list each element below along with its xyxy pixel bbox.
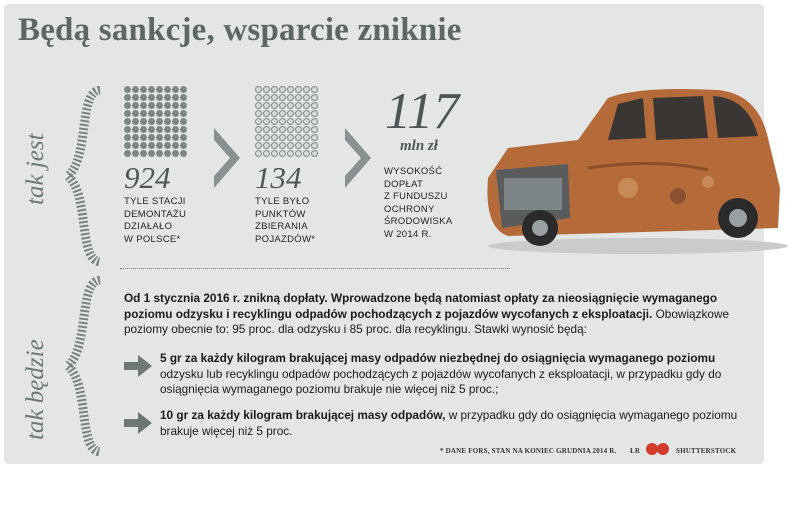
dot-mark: [311, 118, 318, 125]
dot-mark: [140, 126, 147, 133]
dot-mark: [263, 134, 270, 141]
arrow-right-icon: [124, 412, 152, 434]
dot-mark: [148, 110, 155, 117]
dot-mark: [124, 102, 131, 109]
dot-mark: [180, 126, 187, 133]
dot-mark: [303, 110, 310, 117]
dot-mark: [311, 94, 318, 101]
funding-unit: mln zł: [400, 138, 438, 154]
dot-mark: [271, 118, 278, 125]
dot-mark: [156, 126, 163, 133]
dot-mark: [263, 94, 270, 101]
dot-mark: [255, 150, 262, 157]
dot-mark: [124, 142, 131, 149]
dot-mark: [148, 134, 155, 141]
dot-mark: [140, 150, 147, 157]
intro-text: Obowiązkowe poziomy obecnie to: 95 proc. dla odzysku i 85 proc. dla recyklingu. Stawki wynosić będą:: [124, 306, 730, 336]
dot-mark: [303, 126, 310, 133]
dot-mark: [140, 86, 147, 93]
dot-mark: [311, 134, 318, 141]
chevron-right-icon: [343, 128, 373, 188]
brace-now-icon: [60, 86, 104, 266]
dot-mark: [180, 102, 187, 109]
dot-mark: [132, 86, 139, 93]
dot-mark: [164, 102, 171, 109]
funding-caption: WYSOKOŚĆ DOPŁAT Z FUNDUSZU OCHRONY ŚRODOWISKA W 2014 R.: [384, 166, 453, 240]
dot-mark: [295, 86, 302, 93]
dot-mark: [124, 118, 131, 125]
dot-mark: [279, 118, 286, 125]
dot-mark: [132, 118, 139, 125]
dot-mark: [140, 94, 147, 101]
dot-mark: [180, 150, 187, 157]
dot-mark: [140, 110, 147, 117]
dot-mark: [263, 126, 270, 133]
dot-mark: [271, 134, 278, 141]
dot-mark: [148, 86, 155, 93]
stat-points-value: 134: [255, 160, 302, 195]
dot-mark: [271, 102, 278, 109]
dot-mark: [279, 110, 286, 117]
dot-mark: [148, 150, 155, 157]
dot-mark: [132, 126, 139, 133]
dot-mark: [271, 110, 278, 117]
dot-mark: [287, 150, 294, 157]
dot-mark: [279, 94, 286, 101]
publisher-logo-icon: [646, 442, 670, 456]
dot-mark: [156, 86, 163, 93]
dot-mark: [311, 110, 318, 117]
dot-mark: [255, 134, 262, 141]
dot-mark: [124, 150, 131, 157]
dot-mark: [303, 102, 310, 109]
dot-mark: [255, 126, 262, 133]
dot-mark: [255, 142, 262, 149]
dot-mark: [164, 142, 171, 149]
dot-mark: [164, 94, 171, 101]
dot-mark: [132, 150, 139, 157]
stat-stations-caption: TYLE STACJI DEMONTAŻU DZIAŁAŁO W POLSCE*: [124, 196, 187, 245]
dot-mark: [172, 86, 179, 93]
dot-mark: [164, 86, 171, 93]
dot-mark: [164, 126, 171, 133]
dot-mark: [156, 94, 163, 101]
dot-mark: [303, 118, 310, 125]
intro-bold-text: Od 1 stycznia 2016 r. znikną dopłaty. Wprowadzone będą natomiast opłaty za nieosiągnięcie wymaganego poziomu odzysku i recyklingu odpadów pochodzących z pojazdów wycofanych z eksploatacji.: [124, 291, 718, 321]
source-footnote: * DANE FORS, STAN NA KONIEC GRUDNIA 2014 R.: [440, 447, 617, 455]
dot-mark: [263, 150, 270, 157]
dot-mark: [180, 142, 187, 149]
dot-mark: [255, 102, 262, 109]
dot-mark: [263, 110, 270, 117]
dot-mark: [132, 94, 139, 101]
intro-paragraph: [124, 291, 739, 338]
dot-mark: [295, 118, 302, 125]
dot-mark: [271, 86, 278, 93]
dot-mark: [255, 94, 262, 101]
dot-mark: [271, 150, 278, 157]
dot-mark: [295, 150, 302, 157]
dot-mark: [180, 110, 187, 117]
section-divider: [120, 268, 510, 269]
dot-mark: [156, 134, 163, 141]
dot-mark: [279, 126, 286, 133]
dot-mark: [164, 110, 171, 117]
dot-mark: [148, 94, 155, 101]
dot-mark: [303, 134, 310, 141]
funding-value: 117: [385, 83, 460, 140]
dot-grid-stations: [124, 86, 187, 157]
dot-mark: [271, 142, 278, 149]
dot-mark: [172, 94, 179, 101]
dot-mark: [287, 102, 294, 109]
dot-mark: [311, 150, 318, 157]
rusty-car-image: [468, 78, 798, 258]
dot-mark: [311, 142, 318, 149]
dot-mark: [287, 86, 294, 93]
dot-mark: [295, 134, 302, 141]
dot-mark: [311, 86, 318, 93]
dot-mark: [279, 134, 286, 141]
page-title: Będą sankcje, wsparcie zniknie: [18, 12, 462, 48]
author-initials: ŁR: [630, 447, 641, 455]
dot-mark: [172, 142, 179, 149]
dot-mark: [156, 142, 163, 149]
dot-mark: [124, 94, 131, 101]
dot-mark: [124, 86, 131, 93]
dot-mark: [295, 94, 302, 101]
rate-item-1: 5 gr za każdy kilogram brakującej masy odpadów niezbędnej do osiągnięcia wymaganego poziomu odzysku lub recyklingu odpadów pochodzących z pojazdów wycofanych z eksploatacji, w przypadku gdy do osiągnięcia wymaganego poziomu brakuje nie więcej niż 5 proc.;: [160, 351, 722, 396]
dot-mark: [172, 118, 179, 125]
dot-mark: [172, 134, 179, 141]
dot-mark: [287, 134, 294, 141]
dot-mark: [255, 110, 262, 117]
dot-mark: [180, 94, 187, 101]
dot-mark: [132, 134, 139, 141]
dot-mark: [148, 126, 155, 133]
dot-mark: [132, 110, 139, 117]
dot-mark: [279, 86, 286, 93]
dot-mark: [303, 86, 310, 93]
dot-mark: [124, 110, 131, 117]
dot-mark: [271, 94, 278, 101]
stat-points-caption: TYLE BYŁO PUNKTÓW ZBIERANIA POJAZDÓW*: [255, 196, 316, 245]
dot-mark: [140, 142, 147, 149]
dot-mark: [287, 110, 294, 117]
chevron-right-icon: [212, 128, 242, 188]
dot-mark: [172, 110, 179, 117]
rate-item-2: 10 gr za każdy kilogram brakującej masy odpadów, w przypadku gdy do osiągnięcia wymaganego poziomu brakuje więcej niż 5 proc.: [160, 408, 738, 438]
brace-future-icon: [60, 276, 104, 456]
dot-mark: [255, 118, 262, 125]
dot-mark: [172, 102, 179, 109]
dot-mark: [132, 142, 139, 149]
dot-mark: [255, 86, 262, 93]
dot-mark: [156, 118, 163, 125]
dot-mark: [156, 150, 163, 157]
dot-grid-collection-points: [255, 86, 318, 157]
dot-mark: [263, 86, 270, 93]
dot-mark: [124, 126, 131, 133]
dot-mark: [263, 142, 270, 149]
dot-mark: [295, 126, 302, 133]
section-label-future: tak będzie: [22, 339, 49, 440]
dot-mark: [279, 142, 286, 149]
dot-mark: [287, 118, 294, 125]
dot-mark: [287, 126, 294, 133]
dot-mark: [287, 142, 294, 149]
dot-mark: [279, 150, 286, 157]
dot-mark: [140, 118, 147, 125]
dot-mark: [279, 102, 286, 109]
photo-credit: SHUTTERSTOCK: [676, 447, 737, 455]
dot-mark: [164, 118, 171, 125]
dot-mark: [172, 150, 179, 157]
dot-mark: [303, 150, 310, 157]
dot-mark: [164, 134, 171, 141]
dot-mark: [271, 126, 278, 133]
dot-mark: [303, 94, 310, 101]
dot-mark: [287, 94, 294, 101]
dot-mark: [148, 118, 155, 125]
dot-mark: [263, 118, 270, 125]
arrow-right-icon: [124, 355, 152, 377]
dot-mark: [132, 102, 139, 109]
dot-mark: [148, 102, 155, 109]
stat-stations-value: 924: [124, 160, 171, 195]
dot-mark: [311, 126, 318, 133]
dot-mark: [295, 142, 302, 149]
dot-mark: [140, 134, 147, 141]
dot-mark: [311, 102, 318, 109]
dot-mark: [156, 102, 163, 109]
dot-mark: [164, 150, 171, 157]
dot-mark: [124, 134, 131, 141]
dot-mark: [148, 142, 155, 149]
dot-mark: [263, 102, 270, 109]
dot-mark: [295, 102, 302, 109]
section-label-now: tak jest: [22, 133, 49, 205]
dot-mark: [180, 118, 187, 125]
dot-mark: [140, 102, 147, 109]
dot-mark: [180, 86, 187, 93]
dot-mark: [172, 126, 179, 133]
dot-mark: [303, 142, 310, 149]
dot-mark: [180, 134, 187, 141]
dot-mark: [156, 110, 163, 117]
dot-mark: [295, 110, 302, 117]
